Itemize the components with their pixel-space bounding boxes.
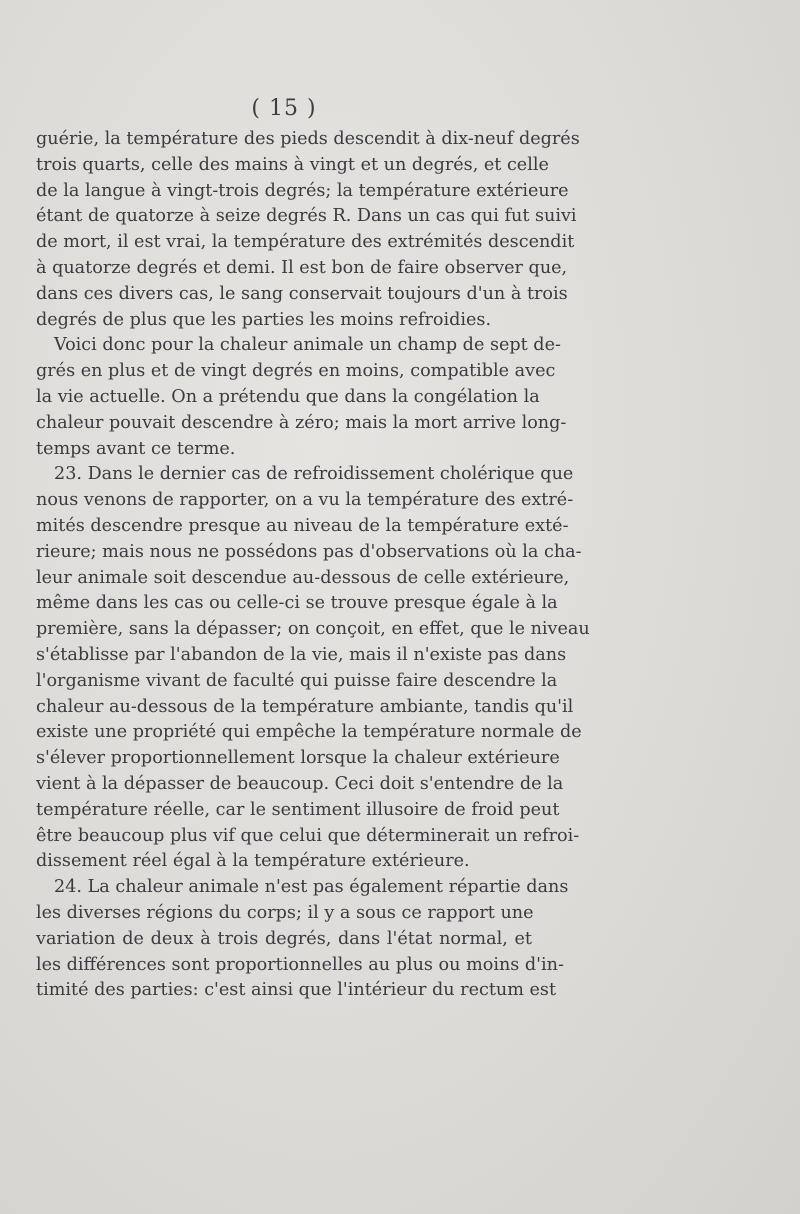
text-line: grés en plus et de vingt degrés en moins, compatible avec	[36, 361, 556, 382]
text-line: même dans les cas ou celle-ci se trouve presque égale à la	[36, 593, 558, 614]
text-line: temps avant ce terme.	[36, 438, 236, 459]
text-line: guérie, la température des pieds descendit à dix-neuf degrés	[36, 129, 580, 149]
text-line: degrés de plus que les parties les moins refroidies.	[36, 309, 492, 330]
text-line: les différences sont proportionnelles au plus ou moins d'in-	[36, 954, 564, 975]
text-line: vient à la dépasser de beaucoup. Ceci doit s'entendre de la	[36, 773, 564, 794]
body-text	[36, 127, 590, 1004]
text-line: à quatorze degrés et demi. Il est bon de faire observer que,	[36, 257, 568, 278]
text-line: première, sans la dépasser; on conçoit, en effet, que le niveau	[36, 619, 590, 640]
text-line: nous venons de rapporter, on a vu la température des extré-	[36, 490, 574, 511]
text-line: Voici donc pour la chaleur animale un champ de sept de-	[54, 335, 561, 356]
text-line: la vie actuelle. On a prétendu que dans la congélation la	[36, 386, 540, 407]
text-line: timité des parties: c'est ainsi que l'intérieur du rectum est	[36, 980, 557, 1001]
text-line: trois quarts, celle des mains à vingt et un degrés, et celle	[36, 154, 549, 175]
text-line: dissement réel égal à la température extérieure.	[36, 851, 470, 872]
text-line: 23. Dans le dernier cas de refroidissement cholérique que	[54, 464, 574, 485]
text-line: leur animale soit descendue au-dessous de celle extérieure,	[36, 567, 570, 588]
text-line: les diverses régions du corps; il y a sous ce rapport une	[36, 902, 534, 923]
text-line: rieure; mais nous ne possédons pas d'observations où la cha-	[36, 541, 582, 562]
text-line: température réelle, car le sentiment illusoire de froid peut	[36, 799, 560, 820]
text-line: 24. La chaleur animale n'est pas également répartie dans	[54, 877, 569, 898]
text-line: s'élever proportionnellement lorsque la chaleur extérieure	[36, 748, 560, 769]
text-line: de la langue à vingt-trois degrés; la température extérieure	[36, 180, 569, 201]
text-line: de mort, il est vrai, la température des extrémités descendit	[36, 232, 575, 253]
text-line: variation de deux à trois degrés, dans l'état normal, et	[36, 928, 532, 949]
text-line: chaleur pouvait descendre à zéro; mais la mort arrive long-	[36, 412, 567, 433]
text-line: chaleur au-dessous de la température ambiante, tandis qu'il	[36, 696, 574, 717]
text-line: mités descendre presque au niveau de la température exté-	[36, 515, 569, 536]
text-line: être beaucoup plus vif que celui que déterminerait un refroi-	[36, 825, 580, 846]
text-line: existe une propriété qui empêche la température normale de	[36, 722, 582, 743]
text-line: dans ces divers cas, le sang conservait toujours d'un à trois	[36, 283, 568, 304]
text-line: s'établisse par l'abandon de la vie, mais il n'existe pas dans	[36, 644, 567, 665]
text-line: l'organisme vivant de faculté qui puisse faire descendre la	[36, 670, 558, 691]
page-number: ( 15 )	[251, 96, 317, 121]
text-line: étant de quatorze à seize degrés R. Dans un cas qui fut suivi	[36, 206, 577, 227]
